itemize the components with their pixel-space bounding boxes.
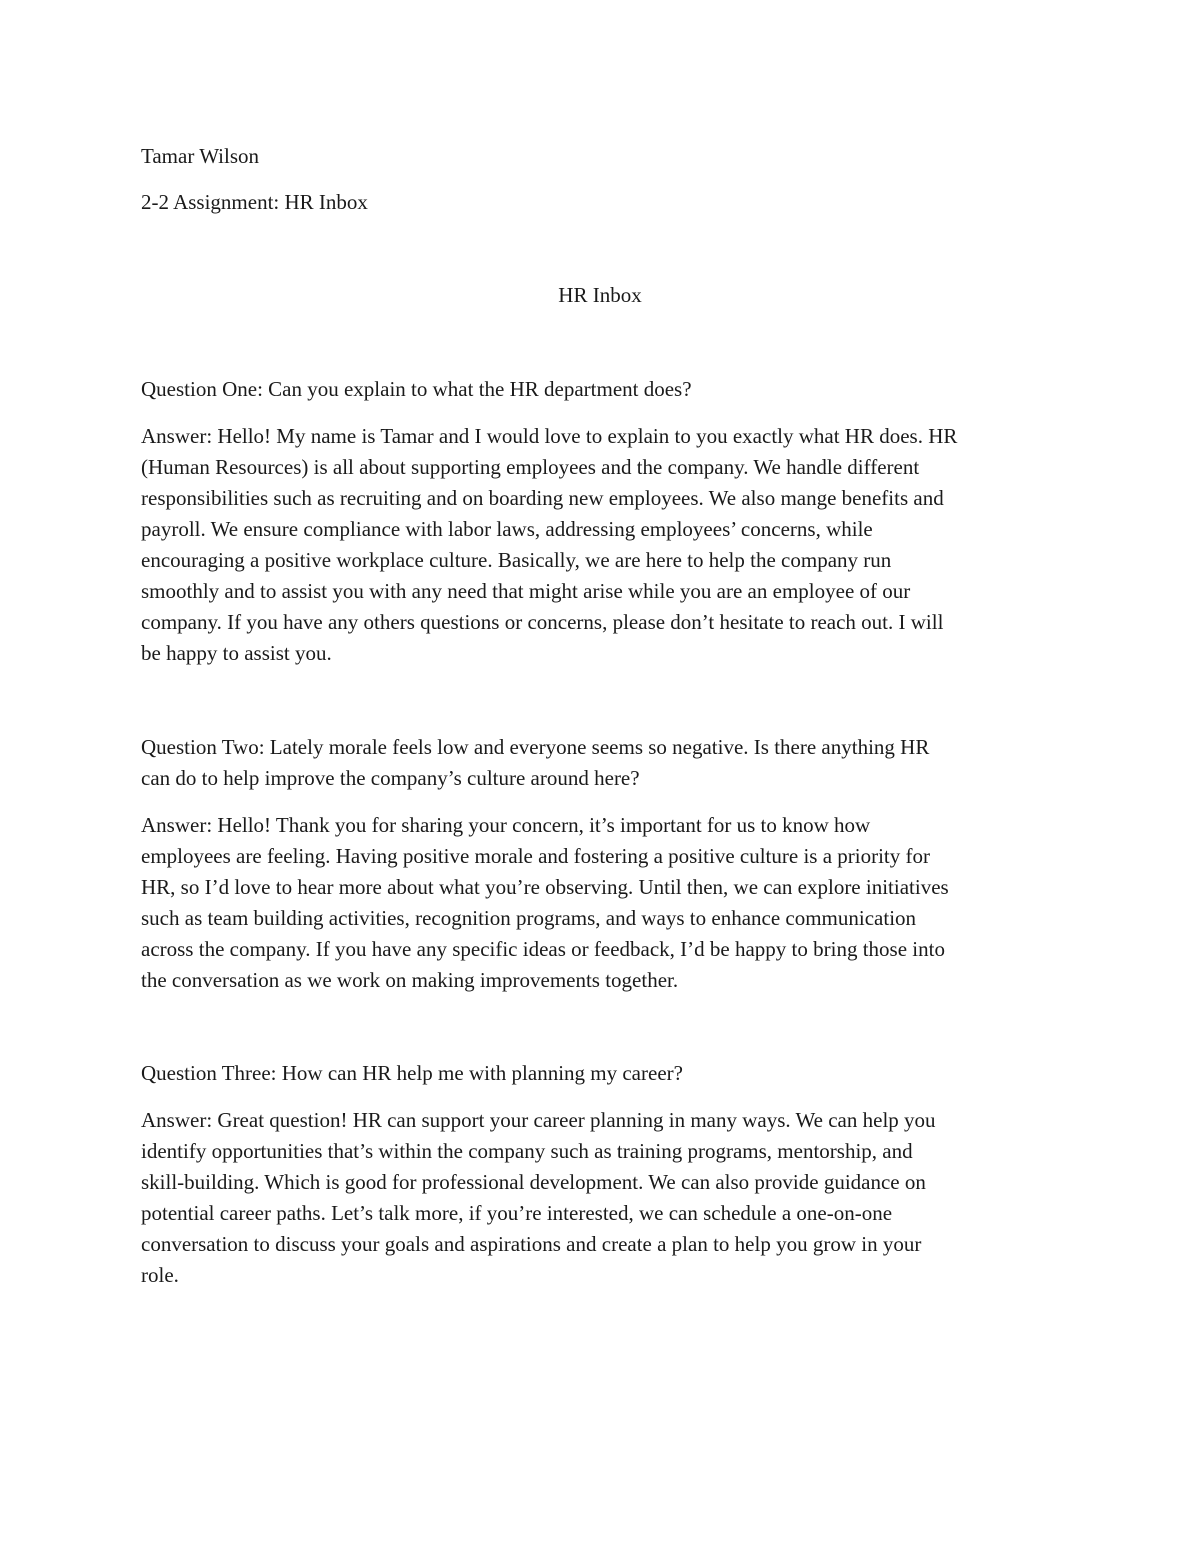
answer-line: Answer: Hello! Thank you for sharing your concern, it’s important for us to know how	[141, 813, 871, 837]
answer-line: payroll. We ensure compliance with labor laws, addressing employees’ concerns, while	[141, 517, 873, 541]
assignment-title: 2-2 Assignment: HR Inbox	[141, 190, 368, 214]
answer-line: Answer: Great question! HR can support your career planning in many ways. We can help you	[141, 1108, 936, 1132]
question-line: Question Two: Lately morale feels low and everyone seems so negative. Is there anything HR	[141, 735, 930, 759]
answer-line: identify opportunities that’s within the company such as training programs, mentorship, and	[141, 1139, 913, 1163]
question-one: Question One: Can you explain to what the HR department does?	[141, 377, 692, 401]
answer-line: role.	[141, 1263, 179, 1287]
answer-line: the conversation as we work on making improvements together.	[141, 968, 679, 992]
answer-line: be happy to assist you.	[141, 641, 332, 665]
question-three: Question Three: How can HR help me with planning my career?	[141, 1061, 683, 1085]
answer-line: potential career paths. Let’s talk more, if you’re interested, we can schedule a one-on-one	[141, 1201, 893, 1225]
answer-line: employees are feeling. Having positive morale and fostering a positive culture is a priority for	[141, 844, 931, 868]
answer-line: responsibilities such as recruiting and on boarding new employees. We also mange benefits and	[141, 486, 944, 510]
answer-line: across the company. If you have any specific ideas or feedback, I’d be happy to bring those into	[141, 937, 945, 961]
document-title: HR Inbox	[558, 283, 642, 307]
answer-line: company. If you have any others questions or concerns, please don’t hesitate to reach out. I will	[141, 610, 944, 634]
answer-line: encouraging a positive workplace culture. Basically, we are here to help the company run	[141, 548, 892, 572]
answer-line: Answer: Hello! My name is Tamar and I would love to explain to you exactly what HR does. HR	[141, 424, 958, 448]
answer-line: such as team building activities, recognition programs, and ways to enhance communication	[141, 906, 917, 930]
author-name: Tamar Wilson	[141, 144, 260, 168]
question-line: can do to help improve the company’s culture around here?	[141, 766, 640, 790]
answer-line: conversation to discuss your goals and aspirations and create a plan to help you grow in your	[141, 1232, 922, 1256]
answer-line: (Human Resources) is all about supporting employees and the company. We handle different	[141, 455, 920, 479]
answer-line: HR, so I’d love to hear more about what you’re observing. Until then, we can explore initiatives	[141, 875, 949, 899]
answer-line: skill-building. Which is good for professional development. We can also provide guidance on	[141, 1170, 926, 1194]
answer-line: smoothly and to assist you with any need that might arise while you are an employee of our	[141, 579, 911, 603]
